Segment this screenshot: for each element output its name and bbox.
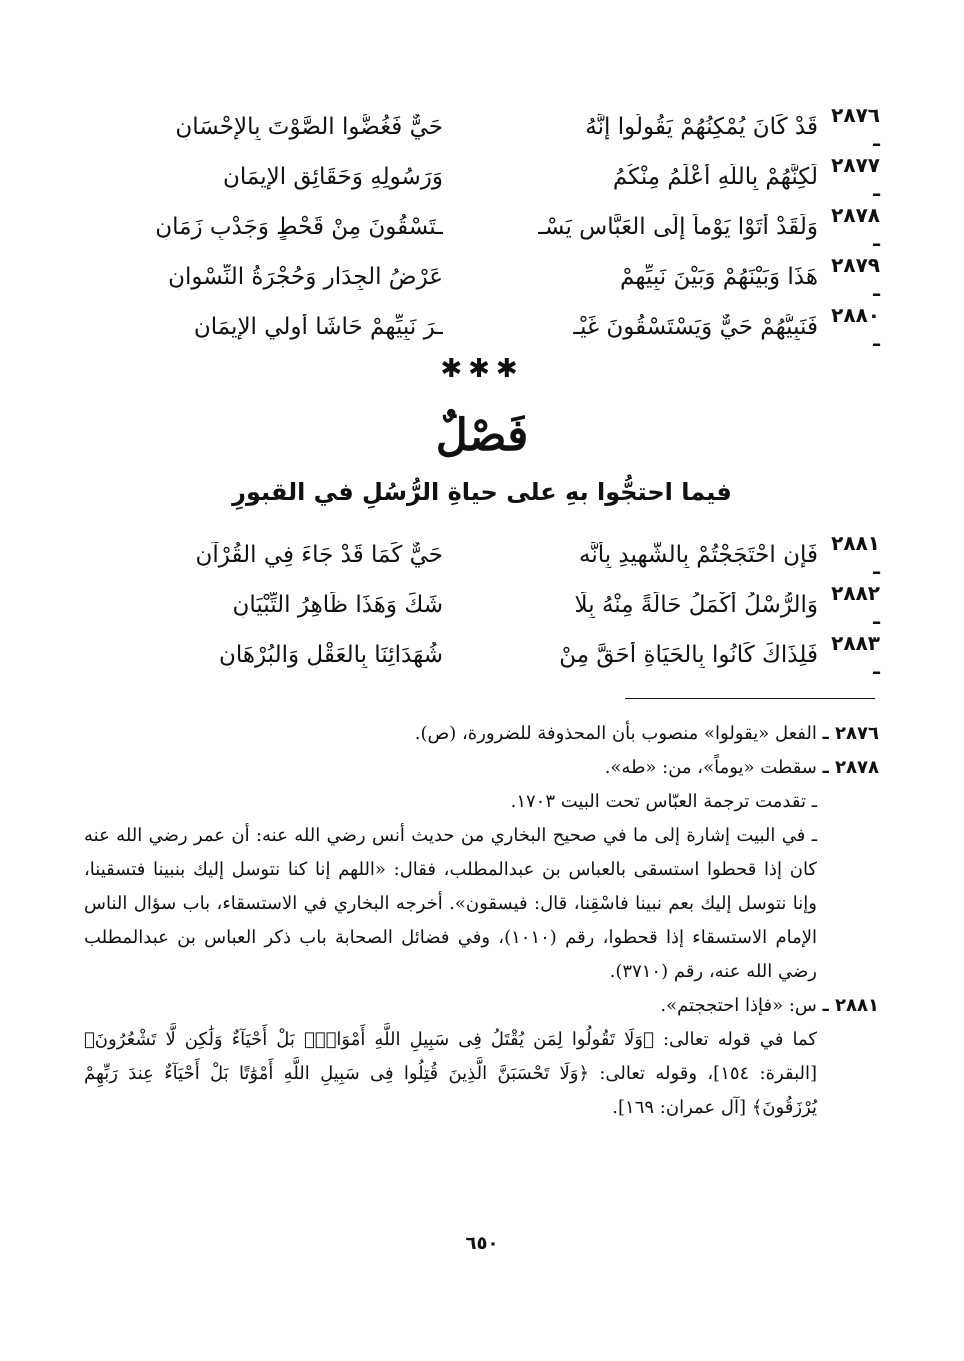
verse-number: ٢٨٨١ ـ [831, 531, 880, 579]
verse-number: ٢٨٧٦ ـ [831, 103, 880, 151]
footnote-2878 [84, 751, 879, 785]
verse-first-hemistich: فَنَبِيُّهُمْ حَيٌّ وَيَسْتَسْقُونَ غَيْـ [573, 314, 818, 340]
verse-first-hemistich: فَإِنِ احْتَجَجْتُمْ بِالشَّهِيدِ بِأَنَّه [578, 542, 818, 568]
verse-2883 [80, 630, 880, 680]
verse-number: ٢٨٨٣ ـ [831, 631, 880, 679]
footnote-number: ٢٨٧٦ ـ [822, 723, 879, 744]
verse-second-hemistich: حَيٌّ فَغُضُّوا الصَّوْتَ بِالإِحْسَانِ [175, 114, 443, 140]
section-title: فَصْلٌ [435, 410, 529, 461]
footnote-2881 [84, 989, 879, 1023]
footnote-2878-hadith: ـ في البيت إشارة إلى ما في صحيح البخاري من حديث أنس رضي الله عنه: أن عمر رضي الله عنه كان إذا قحطوا استسقى بالعباس بن عبدالمطلب، فقال: «اللهم إنا كنا نتوسل إليك بنبينا فتسقينا، وإنا نتوسل إليك بعم نبينا فاسْقِنا، قال: فيسقون». أخرجه البخاري في الاستسقاء، باب سؤال الناس الإمام الاستسقاء إذا قحطوا، رقم (١٠١٠)، وفي فضائل الصحابة باب ذكر العباس بن عبدالمطلب رضي الله عنه، رقم (٣٧١٠). [84, 825, 817, 982]
footnote-text: سقطت «يوماً»، من: «طه». [604, 757, 817, 778]
verse-second-hemistich: شَكٍّ وَهَذَا ظَاهِرُ التِّبْيَانِ [232, 592, 443, 618]
verse-second-hemistich: عَرْضُ الجِدَارِ وَحُجْرَةُ النِّسْوانِ [168, 264, 443, 290]
verse-first-hemistich: هَذَا وَبَيْنَهُمْ وَبَيْنَ نَبِيِّهِمْ [620, 264, 818, 290]
verse-2881 [80, 530, 880, 580]
footnote-2878-biography: ـ تقدمت ترجمة العبّاس تحت البيت ١٧٠٣. [510, 791, 817, 812]
verse-2878 [80, 202, 880, 252]
verse-second-hemistich: ـرَ نَبِيِّهِمْ حَاشَا أولي الإِيمَانِ [193, 314, 443, 340]
verse-number: ٢٨٨٠ ـ [831, 303, 880, 351]
verse-2882 [80, 580, 880, 630]
verse-number: ٢٨٧٨ ـ [831, 203, 880, 251]
verse-second-hemistich: ـتَسْقُونَ مِنْ قَحْطٍ وَجَدْبِ زَمَانِ [155, 214, 443, 240]
verse-first-hemistich: قَدْ كَانَ يُمْكِنُهُمْ يَقُولُوا إِنَّهُ [585, 114, 818, 140]
verse-2879 [80, 252, 880, 302]
footnote-text: الفعل «يقولوا» منصوب بأن المحذوفة للضرورة، (ص). [414, 723, 817, 744]
verses-bottom [80, 530, 880, 680]
footnote-2876 [84, 717, 879, 751]
verse-first-hemistich: وَالرُّسْلُ أَكْمَلُ حَالَةً مِنْهُ بِلَا [574, 592, 818, 618]
section-subtitle: فيما احتجُّوا بهِ على حياةِ الرُّسُلِ في القبورِ [232, 478, 732, 506]
verse-number: ٢٨٧٩ ـ [831, 253, 880, 301]
verse-first-hemistich: لَكِنَّهُمْ بِاللَّهِ أَعْلَمُ مِنْكُمُ [612, 164, 818, 190]
footnote-separator [625, 698, 875, 699]
verse-number: ٢٨٨٢ ـ [831, 581, 880, 629]
verses-top [80, 102, 880, 352]
footnote-number: ٢٨٧٨ ـ [822, 757, 879, 778]
footnote-2881-quran: كما في قوله تعالى: ﴿وَلَا تَقُولُوا لِمَن يُقْتَلُ فِى سَبِيلِ اللَّهِ أَمْوَاتٌۢ بَلْ أَحْيَآءٌ وَلَٰكِن لَّا تَشْعُرُونَ﴾ [البقرة: ١٥٤]، وقوله تعالى: ﴿وَلَا تَحْسَبَنَّ الَّذِينَ قُتِلُوا فِى سَبِيلِ اللَّهِ أَمْوَٰتًا بَلْ أَحْيَآءٌ عِندَ رَبِّهِمْ يُرْزَقُونَ﴾ [آل عمران: ١٦٩]. [84, 1029, 818, 1118]
verse-number: ٢٨٧٧ ـ [831, 153, 880, 201]
footnote-number: ٢٨٨١ ـ [822, 995, 879, 1016]
verse-first-hemistich: فَلِذَاكَ كَانُوا بِالحَيَاةِ أَحَقَّ مِنْ [559, 642, 818, 668]
footnotes [84, 717, 879, 1125]
page-number: ٦٥٠ [465, 1233, 499, 1254]
verse-2876 [80, 102, 880, 152]
verse-2880 [80, 302, 880, 352]
verse-second-hemistich: حَيٌّ كَمَا قَدْ جَاءَ فِي القُرْآنِ [195, 542, 443, 568]
verse-second-hemistich: وَرَسُولِهِ وَحَقَائِقِ الإِيمَانِ [223, 164, 443, 190]
section-divider-stars: ✱✱✱ [440, 354, 524, 384]
verse-2877 [80, 152, 880, 202]
footnote-text: س: «فإذا احتججتم». [660, 995, 817, 1016]
verse-first-hemistich: وَلَقَدْ أَتَوْا يَوْماً إِلَى العَبَّاسِ يَسْـ [538, 214, 818, 240]
verse-second-hemistich: شُهَدَائِنَا بِالعَقْلِ وَالبُرْهَانِ [218, 642, 443, 668]
